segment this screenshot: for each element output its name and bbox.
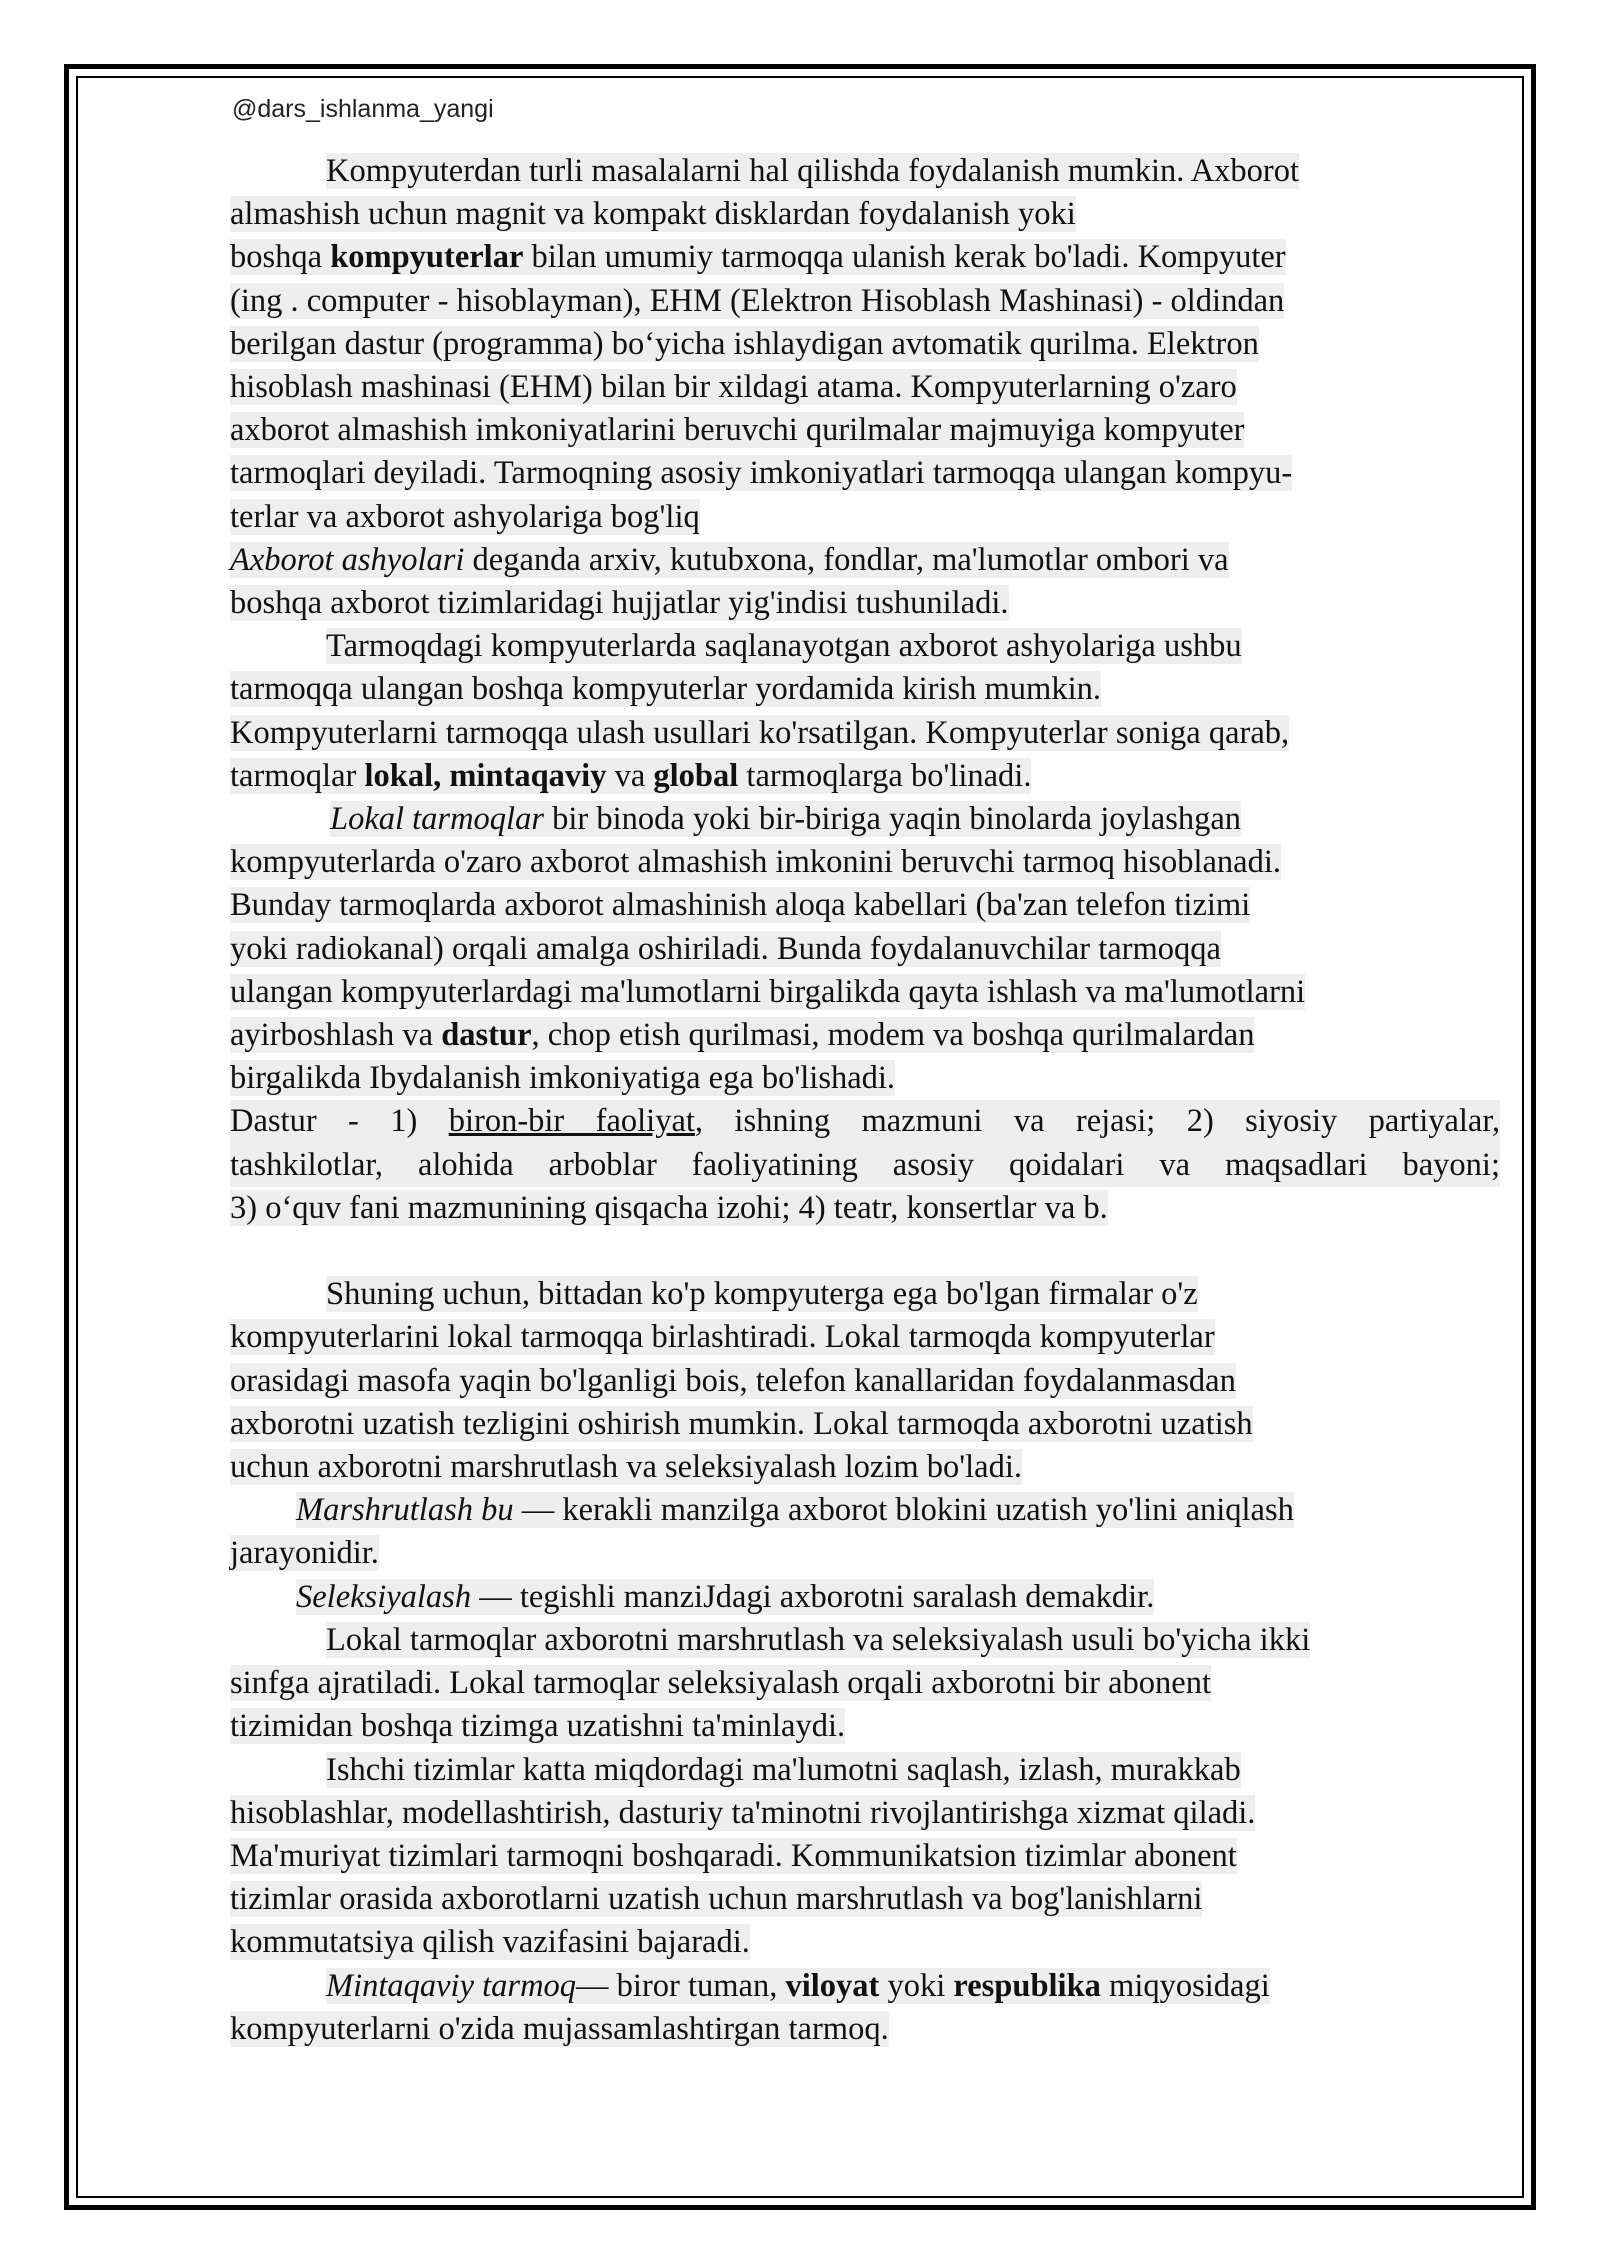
line-text: Lokal tarmoqlar axborotni marshrutlash va seleksiyalash usuli bo'yicha ikki <box>326 1621 1311 1658</box>
italic-term: Axborot ashyolari <box>230 541 465 578</box>
line-text: berilgan dastur (programma) bo‘yicha ishlaydigan avtomatik qurilma. Elektron <box>230 325 1259 362</box>
text-line <box>230 1749 1500 1792</box>
text-line <box>230 1662 1500 1705</box>
text-segment: — biror tuman, <box>576 1967 786 2004</box>
text-line <box>230 366 1500 409</box>
line-text <box>230 758 1031 794</box>
italic-term: Mintaqaviy tarmoq <box>326 1967 577 2004</box>
line-text: Kompyuterdan turli masalalarni hal qilishda foydalanish mumkin. Axborot <box>326 153 1300 189</box>
text-line <box>230 712 1500 755</box>
line-text: orasidagi masofa yaqin bo'lganligi bois, telefon kanallaridan foydalanmasdan <box>230 1362 1236 1399</box>
line-text <box>330 801 1241 837</box>
line-text <box>230 239 1286 275</box>
line-text <box>296 1579 1154 1615</box>
line-text: Ma'muriyat tizimlari tarmoqni boshqaradi. Kommunikatsion tizimlar abonent <box>230 1837 1237 1874</box>
line-text <box>296 1492 1294 1528</box>
line-text: hisoblashlar, modellashtirish, dasturiy ta'minotni rivojlantirishga xizmat qiladi. <box>230 1794 1256 1831</box>
text-line <box>230 409 1500 452</box>
text-segment: deganda arxiv, kutubxona, fondlar, ma'lumotlar ombori va <box>464 541 1229 578</box>
line-text: kompyuterlarni o'zida mujassamlashtirgan tarmoq. <box>230 2010 889 2047</box>
line-text: sinfga ajratiladi. Lokal tarmoqlar seleksiyalash orqali axborotni bir abonent <box>230 1665 1212 1702</box>
text-line <box>230 1921 1500 1964</box>
text-segment: boshqa <box>230 239 331 276</box>
line-text <box>230 1100 1500 1143</box>
text-line <box>230 668 1500 711</box>
line-text: tizimlar orasida axborotlarni uzatish uchun marshrutlash va bog'lanishlarni <box>230 1881 1203 1918</box>
line-text: tashkilotlar, alohida arboblar faoliyatining asosiy qoidalari va maqsadlari bayoni; <box>230 1144 1500 1187</box>
text-segment: , ishning mazmuni va rejasi; 2) siyosiy partiyalar, <box>694 1103 1500 1140</box>
text-segment: yoki <box>879 1967 954 2004</box>
text-segment: bilan umumiy tarmoqqa ulanish kerak bo'ladi. Kompyuter <box>523 239 1286 276</box>
underlined-term: biron-bir faoliyat <box>448 1103 695 1140</box>
line-text: ulangan kompyuterlardagi ma'lumotlarni birgalikda qayta ishlash va ma'lumotlarni <box>230 973 1306 1010</box>
bold-term: viloyat <box>785 1967 880 2004</box>
text-line <box>230 1532 1500 1575</box>
watermark-header: @dars_ishlanma_yangi <box>232 95 494 123</box>
line-text <box>230 542 1229 578</box>
line-text: axborotni uzatish tezligini oshirish mumkin. Lokal tarmoqda axborotni uzatish <box>230 1405 1253 1442</box>
text-segment: tarmoqlar <box>230 757 365 794</box>
text-line <box>230 625 1500 668</box>
line-text: hisoblash mashinasi (EHM) bilan bir xildagi atama. Kompyuterlarning o'zaro <box>230 369 1237 406</box>
text-line <box>230 1835 1500 1878</box>
text-line <box>230 236 1500 279</box>
bold-term: kompyuterlar <box>330 239 524 276</box>
text-segment: — kerakli manzilga axborot blokini uzatish yo'lini aniqlash <box>513 1492 1294 1529</box>
line-text: kompyuterlarda o'zaro axborot almashish imkonini beruvchi tarmoq hisoblanadi. <box>230 844 1282 881</box>
bold-term: dastur <box>441 1017 532 1054</box>
line-text: (ing . computer - hisoblayman), EHM (Elektron Hisoblash Mashinasi) - oldindan <box>230 282 1285 319</box>
text-segment: va <box>606 757 654 794</box>
text-line <box>230 582 1500 625</box>
text-segment: miqyosidagi <box>1100 1967 1270 2004</box>
line-text: birgalikda Ibydalanish imkoniyatiga ega bo'lishadi. <box>230 1060 896 1097</box>
italic-term: Lokal tarmoqlar <box>330 801 544 838</box>
text-line <box>230 280 1500 323</box>
text-line <box>230 1014 1500 1057</box>
line-text: Tarmoqdagi kompyuterlarda saqlanayotgan axborot ashyolariga ushbu <box>326 628 1242 665</box>
text-line <box>230 1576 1500 1619</box>
line-text: Kompyuterlarni tarmoqqa ulash usullari ko'rsatilgan. Kompyuterlar soniga qarab, <box>230 714 1290 751</box>
text-line <box>230 1489 1500 1532</box>
text-segment: bir binoda yoki bir-biriga yaqin binolarda joylashgan <box>543 801 1242 838</box>
line-text: terlar va axborot ashyolariga bog'liq <box>230 498 700 535</box>
text-line <box>230 971 1500 1014</box>
text-line <box>230 1403 1500 1446</box>
text-segment: ayirboshlash va <box>230 1017 442 1054</box>
text-line <box>230 539 1500 582</box>
italic-term: Seleksiyalash <box>296 1578 472 1615</box>
text-segment: — tegishli manziJdagi axborotni saralash demakdir. <box>471 1578 1155 1615</box>
line-text <box>230 1017 1254 1053</box>
line-text: almashish uchun magnit va kompakt disklardan foydalanish yoki <box>230 196 1076 233</box>
line-text: kompyuterlarini lokal tarmoqqa birlashtiradi. Lokal tarmoqda kompyuterlar <box>230 1319 1215 1356</box>
document-body <box>230 150 1500 2051</box>
line-text: axborot almashish imkoniyatlarini beruvchi qurilmalar majmuyiga kompyuter <box>230 412 1245 449</box>
line-text: Shuning uchun, bittadan ko'p kompyuterga ega bo'lgan firmalar o'z <box>326 1276 1198 1313</box>
text-line <box>230 1360 1500 1403</box>
line-text: tizimidan boshqa tizimga uzatishni ta'minlaydi. <box>230 1708 846 1745</box>
line-text: jarayonidir. <box>230 1535 379 1572</box>
text-line <box>230 755 1500 798</box>
text-line <box>230 1316 1500 1359</box>
text-line <box>230 1705 1500 1748</box>
text-line <box>230 1273 1500 1316</box>
line-text: tarmoqqa ulangan boshqa kompyuterlar yordamida kirish mumkin. <box>230 671 1101 708</box>
italic-term: Marshrutlash bu <box>296 1492 514 1529</box>
line-text: Bunday tarmoqlarda axborot almashinish aloqa kabellari (ba'zan telefon tizimi <box>230 887 1251 924</box>
line-text: boshqa axborot tizimlaridagi hujjatlar yig'indisi tushuniladi. <box>230 585 1009 622</box>
text-line <box>230 841 1500 884</box>
text-line <box>230 193 1500 236</box>
text-line <box>230 1446 1500 1489</box>
line-text: 3) o‘quv fani mazmunining qisqacha izohi; 4) teatr, konsertlar va b. <box>230 1189 1108 1226</box>
line-text <box>326 1968 1270 2004</box>
line-text: tarmoqlari deyiladi. Tarmoqning asosiy imkoniyatlari tarmoqqa ulangan kompyu- <box>230 455 1293 492</box>
text-line <box>230 1792 1500 1835</box>
text-line <box>230 150 1500 193</box>
text-line <box>230 798 1500 841</box>
text-line <box>230 928 1500 971</box>
blank-line <box>230 1230 1500 1273</box>
line-text: uchun axborotni marshrutlash va seleksiyalash lozim bo'ladi. <box>230 1449 1022 1486</box>
bold-term: global <box>653 757 739 794</box>
text-line <box>230 1878 1500 1921</box>
text-line <box>230 1057 1500 1100</box>
bold-term: lokal, mintaqaviy <box>364 757 607 794</box>
text-line <box>230 1619 1500 1662</box>
text-segment: Dastur - 1) <box>230 1103 449 1140</box>
line-text: yoki radiokanal) orqali amalga oshiriladi. Bunda foydalanuvchilar tarmoqqa <box>230 930 1221 967</box>
text-segment: , chop etish qurilmasi, modem va boshqa qurilmalardan <box>531 1017 1255 1054</box>
bold-term: respublika <box>953 1967 1101 2004</box>
text-line <box>230 496 1500 539</box>
text-line <box>230 884 1500 927</box>
line-text: Ishchi tizimlar katta miqdordagi ma'lumotni saqlash, izlash, murakkab <box>326 1751 1241 1788</box>
text-line <box>230 1187 1500 1230</box>
text-line <box>230 2008 1500 2051</box>
text-line <box>230 1144 1500 1187</box>
text-segment: tarmoqlarga bo'linadi. <box>738 757 1032 794</box>
text-line <box>230 323 1500 366</box>
text-line <box>230 1100 1500 1143</box>
line-text: kommutatsiya qilish vazifasini bajaradi. <box>230 1924 750 1961</box>
text-line <box>230 1965 1500 2008</box>
text-line <box>230 452 1500 495</box>
